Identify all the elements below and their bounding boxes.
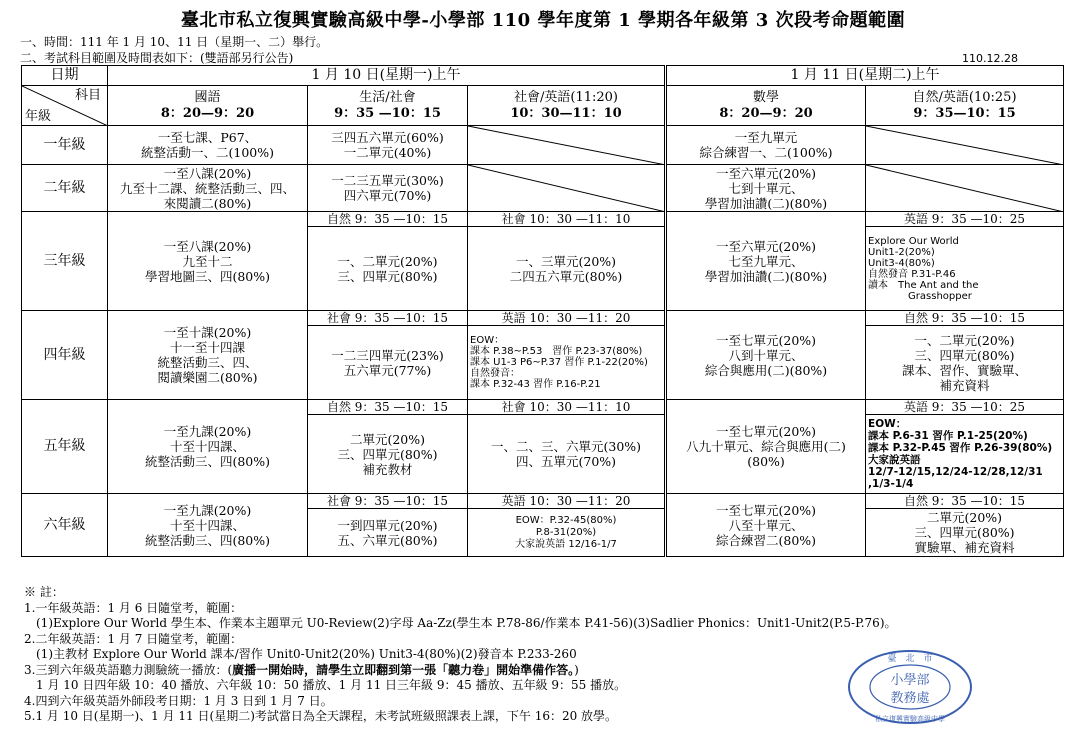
g3-chinese: 一至八課(20%) 九至十二 學習地圖三、四(80%) [108, 212, 308, 311]
notes-section [24, 585, 897, 725]
g3-c5-label: 英語 9：35 —10：25 [866, 212, 1064, 227]
g6-c3-label: 英語 10：30 —11：20 [468, 494, 666, 509]
g3-english: Explore Our World Unit1-2(20%) Unit3-4(80%) 自然發音 P.31-P.46 讀本 The Ant and the Grasshopper [866, 227, 1064, 311]
g4-c3-label: 英語 10：30 —11：20 [468, 311, 666, 326]
g5-social: 一、二、三、六單元(30%) 四、五單元(70%) [468, 415, 666, 494]
g1-empty-cell [468, 126, 666, 165]
diag-grade-label: 年級 [25, 109, 52, 124]
grade-label: 五年級 [22, 400, 108, 494]
g6-science: 二單元(20%) 三、四單元(80%) 實驗單、補充資料 [866, 509, 1064, 557]
g4-math: 一至七單元(20%) 八到十單元、 綜合與應用(二)(80%) [666, 311, 866, 400]
grade-label: 二年級 [22, 165, 108, 212]
grade-label: 一年級 [22, 126, 108, 165]
note-1-detail: (1)Explore Our World 學生本、作業本主題單元 U0-Review(2)字母 Aa-Zz(學生本 P.78-86/作業本 P.41-56)(3)Sadlier Phonics：Unit1-Unit2(P.5-P.76)。 [36, 616, 897, 630]
g3-c2-label: 自然 9：35 —10：15 [308, 212, 468, 227]
document-date: 110.12.28 [962, 52, 1018, 65]
g6-math: 一至七單元(20%) 八至十單元、 綜合練習二(80%) [666, 494, 866, 557]
seal-line-2: 教務處 [890, 691, 930, 706]
subject-social-english: 社會/英語(11:20) 10：30—11：10 [468, 86, 666, 126]
note-1: 1.一年級英語：1 月 6 日隨堂考，範圍： [24, 600, 243, 615]
seal-top-text: 臺 北 市 [887, 654, 933, 664]
g5-c3-label: 社會 10：30 —11：10 [468, 400, 666, 415]
subject-science-english: 自然/英語(10:25) 9：35—10：15 [866, 86, 1064, 126]
diagonal-header-cell [22, 86, 108, 126]
g4-chinese: 一至十課(20%) 十一至十四課 統整活動三、四、 閱讀樂園二(80%) [108, 311, 308, 400]
g4-c5-label: 自然 9：35 —10：15 [866, 311, 1064, 326]
grade-label: 四年級 [22, 311, 108, 400]
g2-chinese: 一至八課(20%) 九至十二課、統整活動三、四、 來閱讀二(80%) [108, 165, 308, 212]
g5-english: EOW： 課本 P.6-31 習作 P.1-25(20%) 課本 P.32-P.45 習作 P.26-39(80%) 大家說英語 12/7-12/15,12/24-12/28,12/31 ,1/3-1/4 [866, 415, 1064, 494]
page-title: 臺北市私立復興實驗高級中學-小學部 110 學年度第 1 學期各年級第 3 次段考命題範圍 [180, 10, 906, 31]
g3-c3-label: 社會 10：30 —11：10 [468, 212, 666, 227]
g5-math: 一至七單元(20%) 八九十單元、綜合與應用(二) (80%) [666, 400, 866, 494]
g2-empty-cell-2 [866, 165, 1064, 212]
g1-chinese: 一至七課、P67、 統整活動一、二(100%) [108, 126, 308, 165]
note-2: 2.二年級英語：1 月 7 日隨堂考，範圍： [24, 631, 243, 646]
g3-math: 一至六單元(20%) 七至九單元、 學習加油讚(二)(80%) [666, 212, 866, 311]
g6-social: 一到四單元(20%) 五、六單元(80%) [308, 509, 468, 557]
g5-science: 二單元(20%) 三、四單元(80%) 補充教材 [308, 415, 468, 494]
grade-label: 三年級 [22, 212, 108, 311]
g6-c2-label: 社會 9：35 —10：15 [308, 494, 468, 509]
intro-time: 一、時間：111 年 1 月 10、11 日（星期一、二）舉行。 [20, 35, 329, 49]
note-3: 3.三到六年級英語聽力測驗統一播放：(廣播一開始時，請學生立即翻到第一張「聽力卷」開始準備作答。) [24, 662, 579, 677]
notes-heading: ※ 註： [24, 585, 64, 599]
subject-life-social: 生活/社會 9：35 —10：15 [308, 86, 468, 126]
g4-social: 一二三四單元(23%) 五六單元(77%) [308, 326, 468, 400]
g5-c5-label: 英語 9：35 —10：25 [866, 400, 1064, 415]
day2-header: 1 月 11 日(星期二)上午 [666, 66, 1064, 86]
note-2-detail: (1)主教材 Explore Our World 課本/習作 Unit0-Unit2(20%) Unit3-4(80%)(2)發音本 P.233-260 [36, 647, 577, 661]
g6-chinese: 一至九課(20%) 十至十四課、 統整活動三、四(80%) [108, 494, 308, 557]
subject-math: 數學 8：20—9：20 [666, 86, 866, 126]
g5-c2-label: 自然 9：35 —10：15 [308, 400, 468, 415]
day1-header: 1 月 10 日(星期一)上午 [108, 66, 666, 86]
note-5: 5.1 月 10 日(星期一)、1 月 11 日(星期二)考試當日為全天課程，未考試班級照課表上課，下午 16：20 放學。 [24, 709, 618, 723]
date-label: 日期 [22, 66, 108, 86]
note-4: 4.四到六年級英語外師段考日期：1 月 3 日到 1 月 7 日。 [24, 693, 333, 708]
g3-social: 一、三單元(20%) 二四五六單元(80%) [468, 227, 666, 311]
table-row [22, 126, 1064, 165]
g1-math: 一至九單元 綜合練習一、二(100%) [666, 126, 866, 165]
g4-english: EOW： 課本 P.38~P.53 習作 P.23-37(80%) 課本 U1-3 P6~P.37 習作 P.1-22(20%) 自然發音： 課本 P.32-43 習作 P.16-P.21 [468, 326, 666, 400]
grade-label: 六年級 [22, 494, 108, 557]
g6-c5-label: 自然 9：35 —10：15 [866, 494, 1064, 509]
g1-life: 三四五六單元(60%) 一二單元(40%) [308, 126, 468, 165]
seal-ring-text: 私立復興實驗高級中學 [875, 715, 945, 723]
official-seal-stamp [846, 648, 974, 726]
seal-line-1: 小學部 [890, 673, 930, 688]
g4-c2-label: 社會 9：35 —10：15 [308, 311, 468, 326]
g2-life: 一二三五單元(30%) 四六單元(70%) [308, 165, 468, 212]
note-3-detail: 1 月 10 日四年級 10：40 播放、六年級 10：50 播放、1 月 11 日三年級 9：45 播放、五年級 9：55 播放。 [36, 678, 627, 692]
g1-empty-cell-2 [866, 126, 1064, 165]
table-row [22, 165, 1064, 212]
exam-schedule-table [21, 65, 1064, 557]
g4-science: 一、二單元(20%) 三、四單元(80%) 課本、習作、實驗單、 補充資料 [866, 326, 1064, 400]
intro-scope: 二、考試科目範圍及時間表如下：(雙語部另行公告) [20, 51, 294, 65]
g2-empty-cell [468, 165, 666, 212]
g2-math: 一至六單元(20%) 七到十單元、 學習加油讚(二)(80%) [666, 165, 866, 212]
g3-science: 一、二單元(20%) 三、四單元(80%) [308, 227, 468, 311]
diag-subject-label: 科目 [74, 88, 101, 103]
subject-chinese: 國語 8：20—9：20 [108, 86, 308, 126]
g5-chinese: 一至九課(20%) 十至十四課、 統整活動三、四(80%) [108, 400, 308, 494]
g6-english: EOW：P.32-45(80%) P.8-31(20%) 大家說英語 12/16-1/7 [468, 509, 666, 557]
